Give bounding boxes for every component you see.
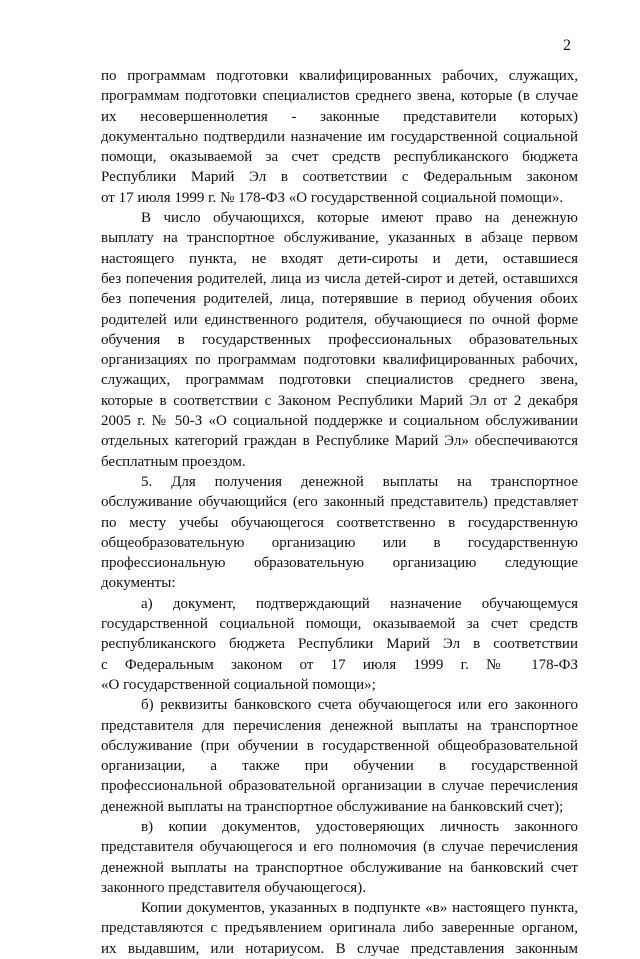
text-line: В число обучающихся, которые имеют право на денежную (141, 210, 578, 227)
text-line: программам подготовки специалистов среднего звена, которые (в случае (101, 88, 578, 105)
text-line: обслуживание (при обучении в государственной общеобразовательной (101, 737, 578, 754)
text-line: их выдавшим, или нотариусом. В случае представления законным (101, 940, 578, 957)
text-line: без попечения родителей, лица из числа детей-сирот и детей, оставшихся (101, 270, 578, 287)
paragraph-copies (101, 898, 578, 959)
text-line: республиканского бюджета Республики Марий Эл в соответствии (101, 636, 578, 653)
text-line: б) реквизиты банковского счета обучающегося или его законного (141, 697, 578, 714)
text-line: 2005 г. № 50-З «О социальной поддержке и социальном обслуживании (101, 413, 578, 430)
paragraph-item-v (101, 817, 578, 898)
paragraph-item-a (101, 594, 578, 695)
text-line: по месту учебы обучающегося соответственно в государственную (101, 514, 578, 531)
text-line: документально подтвердили назначение им государственной социальной (101, 128, 578, 145)
text-line: служащих, программам подготовки специалистов среднего звена, (101, 372, 578, 389)
text-line: представителя для перечисления денежной выплаты на транспортное (101, 717, 578, 734)
text-line: денежной выплаты на транспортное обслуживание на банковский счет (101, 859, 578, 876)
text-line: законного представителя обучающегося). (101, 879, 366, 896)
paragraph-exclusions (101, 208, 578, 472)
page-number: 2 (563, 37, 571, 54)
text-line: настоящего пункта, не входят дети-сироты и дети, оставшиеся (101, 250, 578, 267)
text-line: обслуживание обучающийся (его законный представитель) представляет (101, 494, 578, 511)
text-line: отдельных категорий граждан в Республике Марий Эл» обеспечиваются (101, 433, 578, 450)
text-line: общеобразовательную организацию или в государственную (101, 534, 578, 551)
text-line: Республики Марий Эл в соответствии с Федеральным законом (101, 169, 578, 186)
text-line: документы: (101, 575, 176, 592)
paragraph-item-b (101, 695, 578, 817)
text-line: представителя обучающегося и его полномочия (в случае перечисления (101, 839, 578, 856)
text-line: их несовершеннолетия - законные представители которых) (101, 108, 578, 125)
text-line: 5. Для получения денежной выплаты на транспортное (141, 473, 578, 490)
text-line: родителей или единственного родителя, обучающиеся по очной форме (101, 311, 578, 328)
text-line: представляются с предъявлением оригинала либо заверенные органом, (101, 920, 578, 937)
text-line: с Федеральным законом от 17 июля 1999 г. № 178-ФЗ (101, 656, 578, 673)
text-line: которые в соответствии с Законом Республики Марий Эл от 2 декабря (101, 392, 578, 409)
paragraph-clause-5 (101, 472, 578, 594)
text-line: профессиональной образовательной организации в случае перечисления (101, 778, 578, 795)
text-line: организации, а также при обучении в государственной (101, 758, 578, 775)
text-line: денежной выплаты на транспортное обслуживание на банковский счет); (101, 798, 564, 815)
paragraph-continuation (101, 66, 578, 208)
text-line: помощи, оказываемой за счет средств республиканского бюджета (101, 149, 578, 166)
text-line: государственной социальной помощи, оказываемой за счет средств (101, 616, 578, 633)
text-line: а) документ, подтверждающий назначение обучающемуся (141, 595, 578, 612)
text-line: от 17 июля 1999 г. № 178-ФЗ «О государственной социальной помощи». (101, 189, 564, 206)
text-line: профессиональную образовательную организацию следующие (101, 555, 578, 572)
text-line: Копии документов, указанных в подпункте «в» настоящего пункта, (141, 900, 578, 917)
body-text (101, 66, 578, 959)
text-line: в) копии документов, удостоверяющих личность законного (141, 818, 578, 835)
text-line: без попечения родителей, лица, потерявшие в период обучения обоих (101, 291, 578, 308)
text-line: организациях по программам подготовки квалифицированных рабочих, (101, 352, 578, 369)
text-line: обучения в государственных профессиональных образовательных (101, 331, 578, 348)
text-line: «О государственной социальной помощи»; (101, 676, 376, 693)
text-line: по программам подготовки квалифицированных рабочих, служащих, (101, 68, 578, 84)
text-line: выплату на транспортное обслуживание, указанных в абзаце первом (101, 230, 578, 247)
text-line: бесплатным проездом. (101, 453, 246, 470)
